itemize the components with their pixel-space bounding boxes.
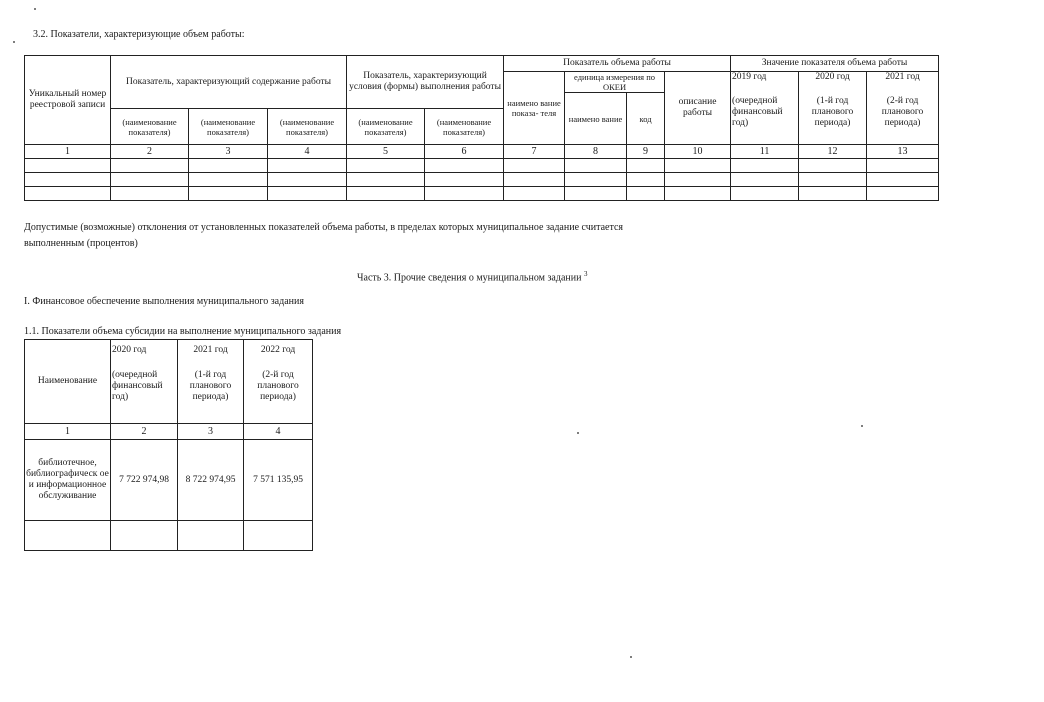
year-note: (1-й год планового периода) (189, 370, 232, 402)
scan-speck (34, 8, 36, 10)
column-number: 1 (25, 145, 111, 159)
header-year-2021 (178, 340, 244, 424)
header-indicator-name-col: (наименование показателя) (111, 109, 189, 145)
column-number: 12 (799, 145, 867, 159)
part3-footnote-mark: 3 (583, 270, 588, 278)
header-unit-code: код (627, 93, 665, 145)
column-number: 13 (867, 145, 939, 159)
header-indicator-name-col: (наименование показателя) (268, 109, 347, 145)
header-content-indicator: Показатель, характеризующий содержание работы (111, 56, 347, 109)
table-row (25, 173, 939, 187)
year-label: 2020 год (815, 72, 850, 82)
row-value-2020: 7 722 974,98 (111, 440, 178, 521)
header-year-2020 (799, 72, 867, 145)
financial-title: I. Финансовое обеспечение выполнения муниципального задания (24, 296, 304, 307)
year-label: 2022 год (260, 345, 296, 355)
year-label: 2019 год (732, 72, 767, 82)
column-number: 2 (111, 145, 189, 159)
header-volume-value: Значение показателя объема работы (731, 56, 939, 72)
column-number: 4 (244, 424, 313, 440)
header-indicator-name-col: (наименование показателя) (189, 109, 268, 145)
header-year-2021 (867, 72, 939, 145)
header-year-2022 (244, 340, 313, 424)
scan-speck (577, 432, 579, 434)
row-value-2021: 8 722 974,95 (178, 440, 244, 521)
subsidy-table (24, 339, 313, 551)
header-indicator-name-col: (наименование показателя) (347, 109, 425, 145)
column-number: 11 (731, 145, 799, 159)
column-number: 3 (189, 145, 268, 159)
header-conditions-indicator: Показатель, характеризующий условия (формы) выполнения работы (347, 56, 504, 109)
scan-speck (630, 656, 632, 658)
year-label: 2021 год (193, 345, 228, 355)
table-row (25, 440, 313, 521)
header-work-description: описание работы (665, 72, 731, 145)
table-row (25, 159, 939, 173)
table-row (25, 187, 939, 201)
subsidy-title: 1.1. Показатели объема субсидии на выполнение муниципального задания (24, 326, 342, 337)
table-row (25, 521, 313, 551)
column-number: 6 (425, 145, 504, 159)
header-volume-indicator: Показатель объема работы (504, 56, 731, 72)
scan-speck (861, 425, 863, 427)
column-number: 9 (627, 145, 665, 159)
year-note: (2-й год планового периода) (881, 96, 924, 128)
header-year-2020 (111, 340, 178, 424)
scan-speck (13, 41, 15, 43)
header-unique-number: Уникальный номер реестровой записи (25, 56, 111, 145)
deviation-text-line1: Допустимые (возможные) отклонения от установленных показателей объема работы, в пределах которых муниципальное задание считается (24, 222, 624, 233)
part3-title-text: Часть 3. Прочие сведения о муниципальном задании (357, 272, 582, 284)
column-number: 4 (268, 145, 347, 159)
deviation-text-line2: выполненным (процентов) (24, 238, 138, 249)
column-number: 7 (504, 145, 565, 159)
year-note: (очередной финансовый год) (732, 96, 783, 128)
year-note: (очередной финансовый год) (112, 370, 163, 402)
year-note: (1-й год планового периода) (811, 96, 854, 128)
row-value-2022: 7 571 135,95 (244, 440, 313, 521)
column-number: 8 (565, 145, 627, 159)
year-label: 2021 год (885, 72, 920, 82)
column-number: 1 (25, 424, 111, 440)
column-number: 10 (665, 145, 731, 159)
header-unit-okei: единица измерения по ОКЕИ (565, 72, 665, 93)
work-volume-table (24, 55, 939, 201)
section-title: 3.2. Показатели, характеризующие объем работы: (33, 29, 245, 40)
year-label: 2020 год (112, 345, 147, 355)
header-indicator-name-col: (наименование показателя) (425, 109, 504, 145)
header-name: Наименование (25, 340, 111, 424)
row-service-name: библиотечное, библиографическ ое и информационное обслуживание (25, 440, 111, 521)
header-unit-name: наимено вание (565, 93, 627, 145)
year-note: (2-й год планового периода) (257, 370, 299, 402)
column-number: 2 (111, 424, 178, 440)
part3-title (357, 268, 587, 284)
column-number: 3 (178, 424, 244, 440)
header-year-2019 (731, 72, 799, 145)
column-number: 5 (347, 145, 425, 159)
header-indicator-name: наимено вание показа- теля (504, 72, 565, 145)
